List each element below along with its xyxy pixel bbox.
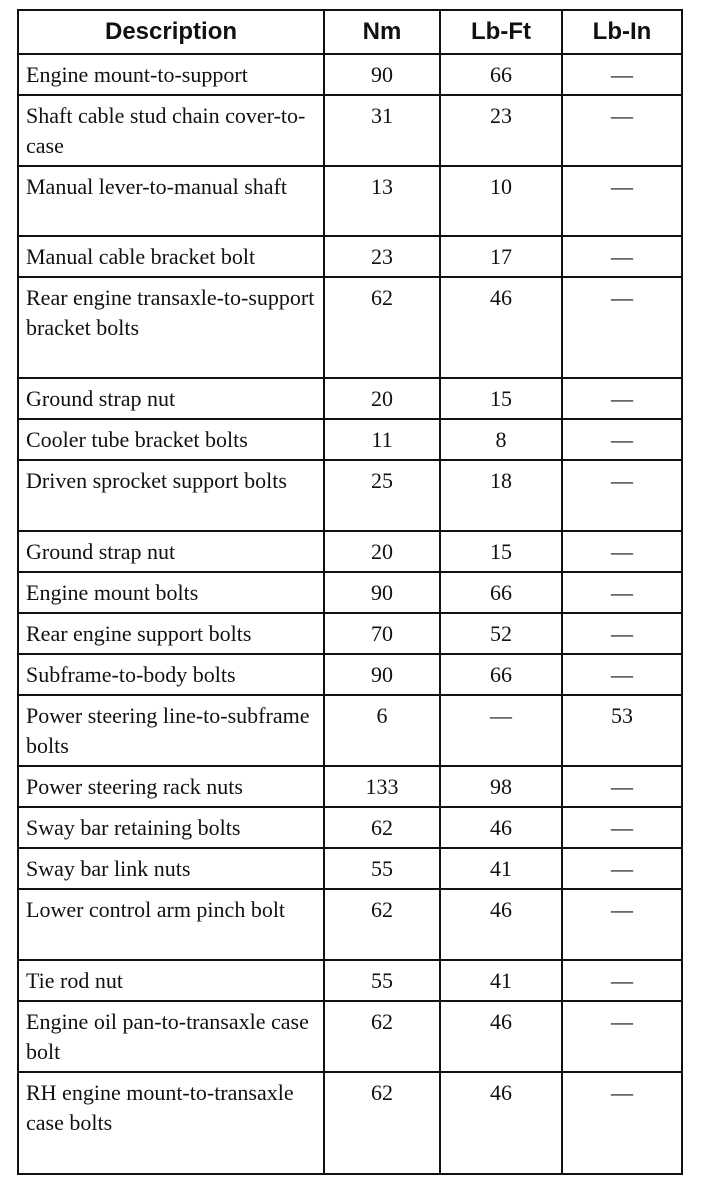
table-row	[18, 695, 682, 766]
cell-lb-ft: 46	[440, 889, 562, 960]
cell-lb-in: —	[562, 960, 682, 1001]
cell-nm: 133	[324, 766, 440, 807]
cell-lb-in: —	[562, 277, 682, 378]
table-row	[18, 654, 682, 695]
cell-lb-in: —	[562, 95, 682, 166]
cell-nm: 62	[324, 1001, 440, 1072]
table-row	[18, 95, 682, 166]
cell-lb-ft: 52	[440, 613, 562, 654]
header-description: Description	[18, 10, 324, 54]
cell-description: Sway bar retaining bolts	[18, 807, 324, 848]
header-nm: Nm	[324, 10, 440, 54]
cell-lb-in: —	[562, 531, 682, 572]
table-row	[18, 277, 682, 378]
cell-description: Rear engine support bolts	[18, 613, 324, 654]
cell-lb-ft: —	[440, 695, 562, 766]
table-row	[18, 960, 682, 1001]
cell-lb-in: —	[562, 236, 682, 277]
header-lb-in: Lb-In	[562, 10, 682, 54]
table-row	[18, 572, 682, 613]
cell-lb-in: —	[562, 460, 682, 531]
cell-lb-in: —	[562, 166, 682, 236]
cell-description: Power steering rack nuts	[18, 766, 324, 807]
cell-lb-ft: 17	[440, 236, 562, 277]
cell-description: Engine mount-to-support	[18, 54, 324, 95]
table-row	[18, 378, 682, 419]
table-body	[18, 54, 682, 1174]
cell-lb-ft: 46	[440, 807, 562, 848]
torque-spec-table	[17, 9, 683, 1175]
cell-lb-in: —	[562, 613, 682, 654]
cell-lb-in: —	[562, 54, 682, 95]
cell-nm: 62	[324, 277, 440, 378]
cell-lb-ft: 98	[440, 766, 562, 807]
cell-lb-ft: 15	[440, 531, 562, 572]
cell-lb-ft: 15	[440, 378, 562, 419]
cell-nm: 25	[324, 460, 440, 531]
cell-nm: 62	[324, 889, 440, 960]
cell-description: Engine mount bolts	[18, 572, 324, 613]
cell-lb-ft: 66	[440, 54, 562, 95]
table-row	[18, 766, 682, 807]
cell-nm: 55	[324, 960, 440, 1001]
cell-lb-ft: 66	[440, 654, 562, 695]
cell-nm: 11	[324, 419, 440, 460]
cell-nm: 13	[324, 166, 440, 236]
cell-lb-ft: 66	[440, 572, 562, 613]
cell-lb-in: —	[562, 766, 682, 807]
cell-description: RH engine mount-to-transaxle case bolts	[18, 1072, 324, 1174]
cell-description: Ground strap nut	[18, 531, 324, 572]
table-row	[18, 531, 682, 572]
cell-nm: 90	[324, 572, 440, 613]
cell-description: Ground strap nut	[18, 378, 324, 419]
cell-lb-ft: 8	[440, 419, 562, 460]
header-lb-ft: Lb-Ft	[440, 10, 562, 54]
cell-lb-ft: 41	[440, 848, 562, 889]
cell-lb-ft: 23	[440, 95, 562, 166]
torque-spec-sheet	[17, 9, 681, 1174]
table-row	[18, 460, 682, 531]
cell-nm: 90	[324, 654, 440, 695]
table-row	[18, 1072, 682, 1174]
cell-lb-in: —	[562, 654, 682, 695]
cell-description: Manual lever-to-manual shaft	[18, 166, 324, 236]
cell-lb-in: —	[562, 1001, 682, 1072]
cell-nm: 31	[324, 95, 440, 166]
table-row	[18, 419, 682, 460]
cell-lb-ft: 46	[440, 1001, 562, 1072]
cell-lb-in: —	[562, 889, 682, 960]
table-row	[18, 889, 682, 960]
cell-description: Lower control arm pinch bolt	[18, 889, 324, 960]
header-row	[18, 10, 682, 54]
cell-description: Subframe-to-body bolts	[18, 654, 324, 695]
cell-nm: 70	[324, 613, 440, 654]
cell-description: Tie rod nut	[18, 960, 324, 1001]
cell-lb-in: —	[562, 848, 682, 889]
cell-nm: 20	[324, 378, 440, 419]
cell-nm: 23	[324, 236, 440, 277]
cell-nm: 90	[324, 54, 440, 95]
table-row	[18, 1001, 682, 1072]
cell-nm: 62	[324, 1072, 440, 1174]
table-row	[18, 54, 682, 95]
table-row	[18, 613, 682, 654]
cell-description: Manual cable bracket bolt	[18, 236, 324, 277]
cell-lb-in: —	[562, 807, 682, 848]
table-row	[18, 236, 682, 277]
cell-lb-ft: 41	[440, 960, 562, 1001]
cell-description: Shaft cable stud chain cover-to-case	[18, 95, 324, 166]
cell-lb-in: —	[562, 572, 682, 613]
cell-nm: 55	[324, 848, 440, 889]
cell-nm: 62	[324, 807, 440, 848]
cell-lb-ft: 10	[440, 166, 562, 236]
cell-lb-in: —	[562, 378, 682, 419]
cell-lb-in: —	[562, 419, 682, 460]
table-row	[18, 166, 682, 236]
cell-description: Sway bar link nuts	[18, 848, 324, 889]
cell-description: Rear engine transaxle-to-support bracket bolts	[18, 277, 324, 378]
table-row	[18, 807, 682, 848]
cell-lb-in: —	[562, 1072, 682, 1174]
cell-description: Cooler tube bracket bolts	[18, 419, 324, 460]
cell-lb-ft: 46	[440, 1072, 562, 1174]
table-row	[18, 848, 682, 889]
cell-description: Driven sprocket support bolts	[18, 460, 324, 531]
cell-description: Power steering line-to-subframe bolts	[18, 695, 324, 766]
cell-lb-ft: 18	[440, 460, 562, 531]
cell-description: Engine oil pan-to-transaxle case bolt	[18, 1001, 324, 1072]
cell-lb-in: 53	[562, 695, 682, 766]
cell-nm: 20	[324, 531, 440, 572]
cell-lb-ft: 46	[440, 277, 562, 378]
cell-nm: 6	[324, 695, 440, 766]
